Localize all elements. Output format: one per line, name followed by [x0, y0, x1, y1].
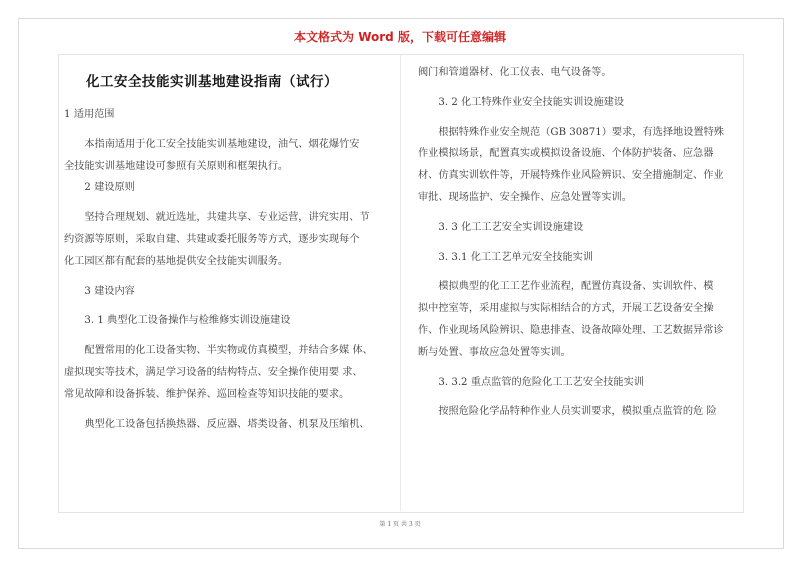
text-line [418, 209, 750, 217]
column-divider [400, 54, 401, 511]
text-line: 材、仿真实训软件等，开展特殊作业风险辨识、安全措施制定、作业 [418, 170, 724, 182]
text-line: 虚拟现实等技术，满足学习设备的结构特点、安全操作使用要 求、 [64, 366, 363, 378]
text-line: 模拟典型的化工工艺作业流程，配置仿真设备、实训软件、模 [418, 281, 714, 293]
text-line: 典型化工设备包括换热器、反应器、塔类设备、机泵及压缩机、 [64, 418, 370, 430]
text-line [418, 393, 750, 401]
text-line: 3. 3 化工工艺安全实训设施建设 [418, 221, 584, 233]
text-line: 审批、现场监护、安全操作、应急处置等实训。 [418, 191, 632, 203]
text-line: 全技能实训基地建设可参照有关原则和框架执行。 [64, 160, 289, 172]
text-line: 2 建设原则 [64, 182, 135, 194]
text-line: 坚持合理规划、就近选址，共建共享、专业运营，讲究实用、节 [64, 212, 370, 224]
text-line: 化工园区都有配套的基地提供安全技能实训服务。 [64, 255, 289, 267]
text-line: 作、作业现场风险辨识、隐患排查、设备故障处理、工艺数据异常诊 [418, 324, 724, 336]
text-line: 3. 3.2 重点监管的危险化工工艺安全技能实训 [418, 376, 644, 388]
text-line: 3 建设内容 [64, 285, 135, 297]
text-line [64, 302, 382, 310]
text-line: 断与处置、事故应急处置等实训。 [418, 346, 571, 358]
left-column [64, 104, 382, 435]
text-line [64, 199, 382, 207]
text-line: 3. 2 化工特殊作业安全技能实训设施建设 [418, 96, 625, 108]
text-line: 配置常用的化工设备实物、半实物或仿真模型，并结合多媒 体、 [64, 345, 373, 357]
text-line [64, 406, 382, 414]
text-line [64, 332, 382, 340]
text-line: 本指南适用于化工安全技能实训基地建设，油气、烟花爆竹安 [64, 138, 360, 150]
text-line: 3. 3.1 化工工艺单元安全技能实训 [418, 251, 594, 263]
text-line [64, 126, 382, 134]
text-line: 根据特殊作业安全规范（GB 30871）要求，有选择地设置特殊 [418, 126, 724, 138]
watermark-banner: 本文格式为 Word 版，下载可任意编辑 [294, 30, 506, 44]
text-line: 约资源等原则，采取自建、共建或委托服务等方式，逐步实现每个 [64, 233, 360, 245]
right-column [418, 62, 750, 423]
text-line: 常见故障和设备拆装、维护保养、巡回检查等知识技能的要求。 [64, 388, 350, 400]
text-line: 按照危险化学品特种作业人员实训要求，模拟重点监管的危 险 [418, 406, 717, 418]
text-line [418, 239, 750, 247]
page-footer: 第 1 页 共 3 页 [379, 521, 421, 528]
text-line [418, 268, 750, 276]
text-line: 3. 1 典型化工设备操作与检维修实训设施建设 [64, 315, 291, 327]
text-line [418, 114, 750, 122]
text-line: 拟中控室等，采用虚拟与实际相结合的方式，开展工艺设备安全操 [418, 303, 714, 315]
text-line: 阀门和管道器材、化工仪表、电气设备等。 [418, 67, 612, 78]
text-line [418, 364, 750, 372]
text-line: 1 适用范围 [64, 109, 115, 120]
text-line [418, 84, 750, 92]
document-title: 化工安全技能实训基地建设指南（试行） [86, 74, 338, 90]
text-line [64, 273, 382, 281]
text-line: 作业模拟场景，配置真实或模拟设备设施、个体防护装备、应急器 [418, 148, 714, 160]
